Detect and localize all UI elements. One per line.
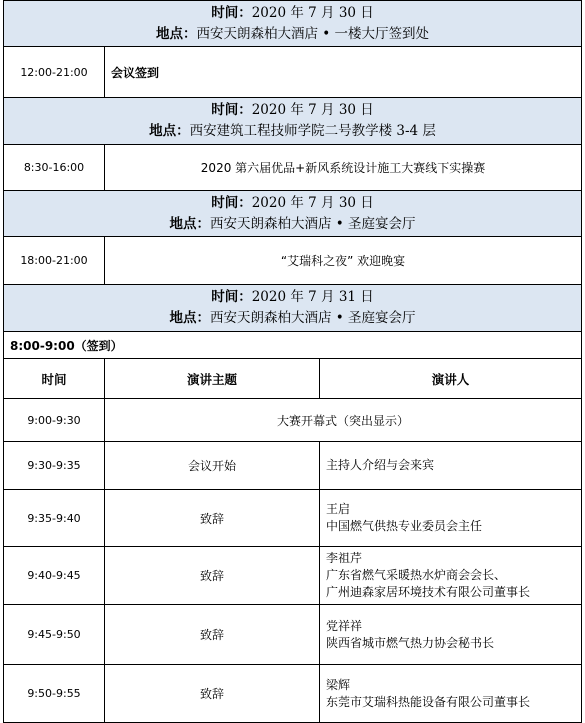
speaker-title: 广东省燃气采暖热水炉商会会长、 [326, 568, 507, 582]
date-text: 2020 年 7 月 31 日 [251, 289, 374, 305]
agenda-topic: 会议开始 [105, 442, 320, 490]
column-header-row [4, 359, 582, 399]
speaker-title: 东莞市艾瑞科热能设备有限公司董事长 [326, 694, 531, 709]
section-header [4, 285, 582, 332]
schedule-row [4, 237, 582, 285]
signin-note: 8:00-9:00（签到） [4, 332, 582, 359]
column-header-topic: 演讲主题 [105, 359, 320, 399]
agenda-speaker [320, 665, 582, 723]
row-time: 12:00-21:00 [4, 47, 105, 98]
time-label: 时间： [211, 289, 252, 305]
section-header [4, 98, 582, 145]
speaker-title: 中国燃气供热专业委员会主任 [326, 519, 483, 533]
agenda-time: 9:35-9:40 [4, 490, 105, 547]
time-label: 时间： [211, 102, 252, 118]
agenda-row [4, 442, 582, 490]
speaker-name: 梁辉 [326, 677, 351, 692]
column-header-speaker: 演讲人 [320, 359, 582, 399]
agenda-merged: 大赛开幕式（突出显示） [105, 399, 582, 442]
agenda-speaker [320, 442, 582, 490]
schedule-row [4, 47, 582, 98]
date-text: 2020 年 7 月 30 日 [251, 102, 374, 118]
date-text: 2020 年 7 月 30 日 [251, 4, 374, 21]
row-event: 会议签到 [105, 47, 582, 98]
schedule-table [3, 0, 582, 723]
speaker-title: 广州迪森家居环境技术有限公司董事长 [326, 585, 531, 599]
agenda-speaker [320, 547, 582, 605]
place-label: 地点： [169, 215, 210, 232]
date-text: 2020 年 7 月 30 日 [251, 194, 374, 211]
place-text: 西安天朗森柏大酒店 • 一楼大厅签到处 [196, 25, 430, 42]
agenda-speaker [320, 490, 582, 547]
speaker-line: 主持人介绍与会来宾 [326, 458, 435, 472]
row-event: “艾瑞科之夜” 欢迎晚宴 [105, 237, 582, 285]
section-header [4, 1, 582, 47]
place-label: 地点： [155, 25, 197, 42]
agenda-row [4, 665, 582, 723]
section-header [4, 191, 582, 237]
signin-row [4, 332, 582, 359]
row-time: 18:00-21:00 [4, 237, 105, 285]
row-event: 2020 第六届优品+新风系统设计施工大赛线下实操赛 [105, 145, 582, 191]
place-text: 西安天朗森柏大酒店 • 圣庭宴会厅 [209, 215, 416, 232]
agenda-topic: 致辞 [105, 605, 320, 665]
agenda-topic: 致辞 [105, 490, 320, 547]
agenda-time: 9:30-9:35 [4, 442, 105, 490]
speaker-name: 李祖芹 [326, 551, 363, 565]
agenda-speaker [320, 605, 582, 665]
time-label: 时间： [211, 4, 252, 21]
speaker-name: 王启 [326, 502, 351, 516]
agenda-topic: 致辞 [105, 665, 320, 723]
time-label: 时间： [211, 194, 252, 211]
speaker-name: 党祥祥 [326, 618, 363, 633]
speaker-title: 陕西省城市燃气热力协会秘书长 [326, 635, 495, 650]
place-text: 西安天朗森柏大酒店 • 圣庭宴会厅 [209, 310, 416, 326]
agenda-time: 9:40-9:45 [4, 547, 105, 605]
agenda-row [4, 605, 582, 665]
place-label: 地点： [149, 123, 190, 139]
place-text: 西安建筑工程技师学院二号教学楼 3-4 层 [189, 123, 436, 139]
agenda-time: 9:00-9:30 [4, 399, 105, 442]
agenda-row [4, 490, 582, 547]
schedule-row [4, 145, 582, 191]
agenda-time: 9:50-9:55 [4, 665, 105, 723]
column-header-time: 时间 [4, 359, 105, 399]
row-time: 8:30-16:00 [4, 145, 105, 191]
agenda-row [4, 399, 582, 442]
agenda-row [4, 547, 582, 605]
agenda-topic: 致辞 [105, 547, 320, 605]
agenda-time: 9:45-9:50 [4, 605, 105, 665]
place-label: 地点： [169, 310, 210, 326]
